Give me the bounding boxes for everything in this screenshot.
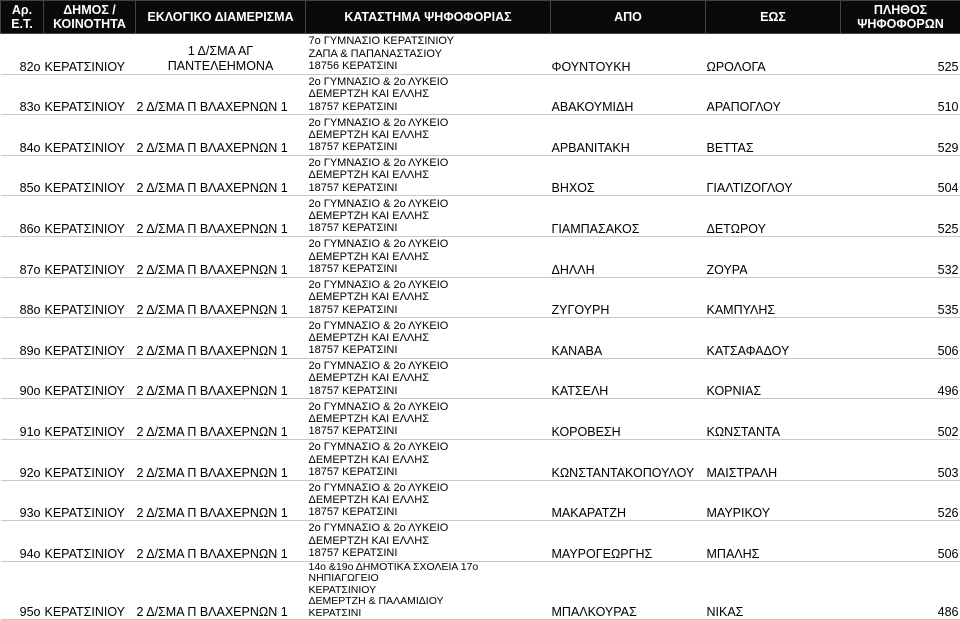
surname-to: ΔΕΤΩΡΟΥ — [706, 196, 841, 237]
header-diamerisma: ΕΚΛΟΓΙΚΟ ΔΙΑΜΕΡΙΣΜΑ — [136, 1, 306, 34]
table-row — [1, 358, 960, 399]
station-number: 92ο — [1, 439, 44, 480]
municipality: ΚΕΡΑΤΣΙΝΙΟΥ — [44, 115, 136, 156]
polling-place — [306, 34, 551, 75]
municipality: ΚΕΡΑΤΣΙΝΙΟΥ — [44, 561, 136, 620]
municipality: ΚΕΡΑΤΣΙΝΙΟΥ — [44, 34, 136, 75]
header-ar: Αρ. Ε.Τ. — [1, 1, 44, 34]
polling-place — [306, 399, 551, 440]
table-row — [1, 439, 960, 480]
table-row — [1, 399, 960, 440]
polling-place-line: 18757 ΚΕΡΑΤΣΙΝΙ — [309, 344, 550, 356]
surname-from: ΚΑΝΑΒΑ — [551, 318, 706, 359]
surname-to: ΜΠΑΛΗΣ — [706, 521, 841, 562]
surname-to: ΚΟΡΝΙΑΣ — [706, 358, 841, 399]
polling-place-line: 2ο ΓΥΜΝΑΣΙΟ & 2ο ΛΥΚΕΙΟ — [309, 522, 550, 534]
electoral-district: 2 Δ/ΣΜΑ Π ΒΛΑΧΕΡΝΩΝ 1 — [136, 439, 306, 480]
surname-from: ΑΡΒΑΝΙΤΑΚΗ — [551, 115, 706, 156]
polling-place-line: ΔΕΜΕΡΤΖΗ ΚΑΙ ΕΛΛΗΣ — [309, 372, 550, 384]
municipality: ΚΕΡΑΤΣΙΝΙΟΥ — [44, 358, 136, 399]
header-apo: ΑΠΟ — [551, 1, 706, 34]
surname-from: ΑΒΑΚΟΥΜΙΔΗ — [551, 74, 706, 115]
surname-from: ΜΠΑΛΚΟΥΡΑΣ — [551, 561, 706, 620]
voter-count: 502 — [841, 399, 960, 440]
polling-place-line: 18757 ΚΕΡΑΤΣΙΝΙ — [309, 385, 550, 397]
polling-place-line: 7ο ΓΥΜΝΑΣΙΟ ΚΕΡΑΤΣΙΝΙΟΥ — [309, 35, 550, 47]
polling-place-line: ΔΕΜΕΡΤΖΗ ΚΑΙ ΕΛΛΗΣ — [309, 535, 550, 547]
polling-place-line: ΔΕΜΕΡΤΖΗ ΚΑΙ ΕΛΛΗΣ — [309, 413, 550, 425]
station-number: 84ο — [1, 115, 44, 156]
polling-place-line: 18757 ΚΕΡΑΤΣΙΝΙ — [309, 547, 550, 559]
municipality: ΚΕΡΑΤΣΙΝΙΟΥ — [44, 318, 136, 359]
polling-place-line: ΔΕΜΕΡΤΖΗ ΚΑΙ ΕΛΛΗΣ — [309, 494, 550, 506]
station-number: 91ο — [1, 399, 44, 440]
municipality: ΚΕΡΑΤΣΙΝΙΟΥ — [44, 74, 136, 115]
voter-count: 529 — [841, 115, 960, 156]
header-plithos: ΠΛΗΘΟΣ ΨΗΦΟΦΟΡΩΝ — [841, 1, 960, 34]
surname-from: ΜΑΥΡΟΓΕΩΡΓΗΣ — [551, 521, 706, 562]
surname-to: ΜΑΥΡΙΚΟΥ — [706, 480, 841, 521]
electoral-district: 2 Δ/ΣΜΑ Π ΒΛΑΧΕΡΝΩΝ 1 — [136, 115, 306, 156]
electoral-district: 2 Δ/ΣΜΑ Π ΒΛΑΧΕΡΝΩΝ 1 — [136, 155, 306, 196]
polling-place-line: 18757 ΚΕΡΑΤΣΙΝΙ — [309, 466, 550, 478]
polling-place — [306, 521, 551, 562]
polling-place — [306, 277, 551, 318]
polling-place — [306, 236, 551, 277]
table-row — [1, 236, 960, 277]
station-number: 87ο — [1, 236, 44, 277]
header-row — [1, 1, 960, 34]
table-body — [1, 34, 960, 620]
table-row — [1, 115, 960, 156]
voter-count: 506 — [841, 318, 960, 359]
header-katastima: ΚΑΤΑΣΤΗΜΑ ΨΗΦΟΦΟΡΙΑΣ — [306, 1, 551, 34]
table-row — [1, 480, 960, 521]
station-number: 82ο — [1, 34, 44, 75]
municipality: ΚΕΡΑΤΣΙΝΙΟΥ — [44, 521, 136, 562]
polling-place — [306, 480, 551, 521]
station-number: 93ο — [1, 480, 44, 521]
station-number: 90ο — [1, 358, 44, 399]
polling-place-line: ΔΕΜΕΡΤΖΗ & ΠΑΛΑΜΙΔΙΟΥ — [309, 596, 550, 608]
polling-place-line: ΔΕΜΕΡΤΖΗ ΚΑΙ ΕΛΛΗΣ — [309, 169, 550, 181]
electoral-district: 2 Δ/ΣΜΑ Π ΒΛΑΧΕΡΝΩΝ 1 — [136, 521, 306, 562]
polling-place-line: ΖΑΠΑ & ΠΑΠΑΝΑΣΤΑΣΙΟΥ — [309, 48, 550, 60]
municipality: ΚΕΡΑΤΣΙΝΙΟΥ — [44, 277, 136, 318]
electoral-district: 2 Δ/ΣΜΑ Π ΒΛΑΧΕΡΝΩΝ 1 — [136, 399, 306, 440]
header-dimos: ΔΗΜΟΣ / ΚΟΙΝΟΤΗΤΑ — [44, 1, 136, 34]
table-row — [1, 561, 960, 620]
polling-place-line: 18757 ΚΕΡΑΤΣΙΝΙ — [309, 101, 550, 113]
polling-place-line: ΔΕΜΕΡΤΖΗ ΚΑΙ ΕΛΛΗΣ — [309, 88, 550, 100]
polling-place — [306, 318, 551, 359]
surname-to: ΜΑΙΣΤΡΑΛΗ — [706, 439, 841, 480]
polling-place-line: 18756 ΚΕΡΑΤΣΙΝΙ — [309, 60, 550, 72]
surname-from: ΒΗΧΟΣ — [551, 155, 706, 196]
voter-count: 486 — [841, 561, 960, 620]
surname-to: ΝΙΚΑΣ — [706, 561, 841, 620]
electoral-district: 2 Δ/ΣΜΑ Π ΒΛΑΧΕΡΝΩΝ 1 — [136, 277, 306, 318]
voter-count: 525 — [841, 196, 960, 237]
electoral-district: 2 Δ/ΣΜΑ Π ΒΛΑΧΕΡΝΩΝ 1 — [136, 196, 306, 237]
polling-place-line: 2ο ΓΥΜΝΑΣΙΟ & 2ο ΛΥΚΕΙΟ — [309, 279, 550, 291]
header-eos: ΕΩΣ — [706, 1, 841, 34]
polling-place-line: ΔΕΜΕΡΤΖΗ ΚΑΙ ΕΛΛΗΣ — [309, 210, 550, 222]
municipality: ΚΕΡΑΤΣΙΝΙΟΥ — [44, 439, 136, 480]
electoral-district: 2 Δ/ΣΜΑ Π ΒΛΑΧΕΡΝΩΝ 1 — [136, 561, 306, 620]
polling-place-line: 2ο ΓΥΜΝΑΣΙΟ & 2ο ΛΥΚΕΙΟ — [309, 238, 550, 250]
station-number: 89ο — [1, 318, 44, 359]
polling-place-line: ΚΕΡΑΤΣΙΝΙ — [309, 608, 550, 620]
polling-place — [306, 439, 551, 480]
municipality: ΚΕΡΑΤΣΙΝΙΟΥ — [44, 480, 136, 521]
table-row — [1, 155, 960, 196]
surname-to: ΒΕΤΤΑΣ — [706, 115, 841, 156]
station-number: 95ο — [1, 561, 44, 620]
electoral-district: 2 Δ/ΣΜΑ Π ΒΛΑΧΕΡΝΩΝ 1 — [136, 236, 306, 277]
polling-place-line: 2ο ΓΥΜΝΑΣΙΟ & 2ο ΛΥΚΕΙΟ — [309, 117, 550, 129]
station-number: 85ο — [1, 155, 44, 196]
municipality: ΚΕΡΑΤΣΙΝΙΟΥ — [44, 155, 136, 196]
polling-place — [306, 358, 551, 399]
electoral-district: 2 Δ/ΣΜΑ Π ΒΛΑΧΕΡΝΩΝ 1 — [136, 480, 306, 521]
voter-count: 526 — [841, 480, 960, 521]
table-row — [1, 521, 960, 562]
voter-count: 496 — [841, 358, 960, 399]
polling-place-line: 18757 ΚΕΡΑΤΣΙΝΙ — [309, 425, 550, 437]
station-number: 88ο — [1, 277, 44, 318]
table-header — [1, 1, 960, 34]
polling-place-line: 18757 ΚΕΡΑΤΣΙΝΙ — [309, 263, 550, 275]
polling-place-line: ΔΕΜΕΡΤΖΗ ΚΑΙ ΕΛΛΗΣ — [309, 332, 550, 344]
surname-to: ΚΑΜΠΥΛΗΣ — [706, 277, 841, 318]
surname-from: ΜΑΚΑΡΑΤΖΗ — [551, 480, 706, 521]
polling-place-line: 2ο ΓΥΜΝΑΣΙΟ & 2ο ΛΥΚΕΙΟ — [309, 482, 550, 494]
station-number: 94ο — [1, 521, 44, 562]
polling-place-line: ΔΕΜΕΡΤΖΗ ΚΑΙ ΕΛΛΗΣ — [309, 454, 550, 466]
voter-count: 525 — [841, 34, 960, 75]
polling-place — [306, 155, 551, 196]
polling-place-line: 18757 ΚΕΡΑΤΣΙΝΙ — [309, 141, 550, 153]
surname-to: ΚΩΝΣΤΑΝΤΑ — [706, 399, 841, 440]
polling-place-line: 2ο ΓΥΜΝΑΣΙΟ & 2ο ΛΥΚΕΙΟ — [309, 401, 550, 413]
station-number: 83ο — [1, 74, 44, 115]
polling-place-line: 2ο ΓΥΜΝΑΣΙΟ & 2ο ΛΥΚΕΙΟ — [309, 76, 550, 88]
voter-count: 504 — [841, 155, 960, 196]
surname-from: ΦΟΥΝΤΟΥΚΗ — [551, 34, 706, 75]
surname-to: ΑΡΑΠΟΓΛΟΥ — [706, 74, 841, 115]
surname-from: ΚΩΝΣΤΑΝΤΑΚΟΠΟΥΛΟΥ — [551, 439, 706, 480]
surname-to: ΚΑΤΣΑΦΑΔΟΥ — [706, 318, 841, 359]
electoral-district: 1 Δ/ΣΜΑ ΑΓ ΠΑΝΤΕΛΕΗΜΟΝΑ — [136, 34, 306, 75]
electoral-district: 2 Δ/ΣΜΑ Π ΒΛΑΧΕΡΝΩΝ 1 — [136, 318, 306, 359]
polling-place-line: 18757 ΚΕΡΑΤΣΙΝΙ — [309, 506, 550, 518]
polling-place-line: 2ο ΓΥΜΝΑΣΙΟ & 2ο ΛΥΚΕΙΟ — [309, 441, 550, 453]
surname-to: ΖΟΥΡΑ — [706, 236, 841, 277]
polling-place — [306, 74, 551, 115]
polling-place — [306, 115, 551, 156]
surname-from: ΔΗΛΛΗ — [551, 236, 706, 277]
polling-place-line: ΔΕΜΕΡΤΖΗ ΚΑΙ ΕΛΛΗΣ — [309, 291, 550, 303]
surname-from: ΚΟΡΟΒΕΣΗ — [551, 399, 706, 440]
polling-place-line: 18757 ΚΕΡΑΤΣΙΝΙ — [309, 304, 550, 316]
voter-count: 506 — [841, 521, 960, 562]
station-number: 86ο — [1, 196, 44, 237]
municipality: ΚΕΡΑΤΣΙΝΙΟΥ — [44, 236, 136, 277]
surname-to: ΩΡΟΛΟΓΑ — [706, 34, 841, 75]
polling-place-line: 2ο ΓΥΜΝΑΣΙΟ & 2ο ΛΥΚΕΙΟ — [309, 360, 550, 372]
polling-place-line: ΚΕΡΑΤΣΙΝΙΟΥ — [309, 585, 550, 597]
voter-count: 503 — [841, 439, 960, 480]
polling-place-line: 18757 ΚΕΡΑΤΣΙΝΙ — [309, 222, 550, 234]
electoral-district: 2 Δ/ΣΜΑ Π ΒΛΑΧΕΡΝΩΝ 1 — [136, 74, 306, 115]
polling-place — [306, 561, 551, 620]
voter-count: 510 — [841, 74, 960, 115]
table-row — [1, 318, 960, 359]
surname-to: ΓΙΑΛΤΙΖΟΓΛΟΥ — [706, 155, 841, 196]
polling-place-line: 14ο &19ο ΔΗΜΟΤΙΚΑ ΣΧΟΛΕΙΑ 17ο ΝΗΠΙΑΓΩΓΕΙΟ — [309, 562, 550, 585]
voter-count: 532 — [841, 236, 960, 277]
polling-place-line: 2ο ΓΥΜΝΑΣΙΟ & 2ο ΛΥΚΕΙΟ — [309, 157, 550, 169]
table-row — [1, 74, 960, 115]
polling-place-line: ΔΕΜΕΡΤΖΗ ΚΑΙ ΕΛΛΗΣ — [309, 129, 550, 141]
voter-count: 535 — [841, 277, 960, 318]
municipality: ΚΕΡΑΤΣΙΝΙΟΥ — [44, 196, 136, 237]
polling-place-line: 18757 ΚΕΡΑΤΣΙΝΙ — [309, 182, 550, 194]
surname-from: ΖΥΓΟΥΡΗ — [551, 277, 706, 318]
polling-place — [306, 196, 551, 237]
polling-place-line: 2ο ΓΥΜΝΑΣΙΟ & 2ο ΛΥΚΕΙΟ — [309, 320, 550, 332]
table-row — [1, 34, 960, 75]
polling-place-line: 2ο ΓΥΜΝΑΣΙΟ & 2ο ΛΥΚΕΙΟ — [309, 198, 550, 210]
municipality: ΚΕΡΑΤΣΙΝΙΟΥ — [44, 399, 136, 440]
polling-place-line: ΔΕΜΕΡΤΖΗ ΚΑΙ ΕΛΛΗΣ — [309, 251, 550, 263]
surname-from: ΚΑΤΣΕΛΗ — [551, 358, 706, 399]
surname-from: ΓΙΑΜΠΑΣΑΚΟΣ — [551, 196, 706, 237]
table-row — [1, 277, 960, 318]
table-row — [1, 196, 960, 237]
electoral-district: 2 Δ/ΣΜΑ Π ΒΛΑΧΕΡΝΩΝ 1 — [136, 358, 306, 399]
